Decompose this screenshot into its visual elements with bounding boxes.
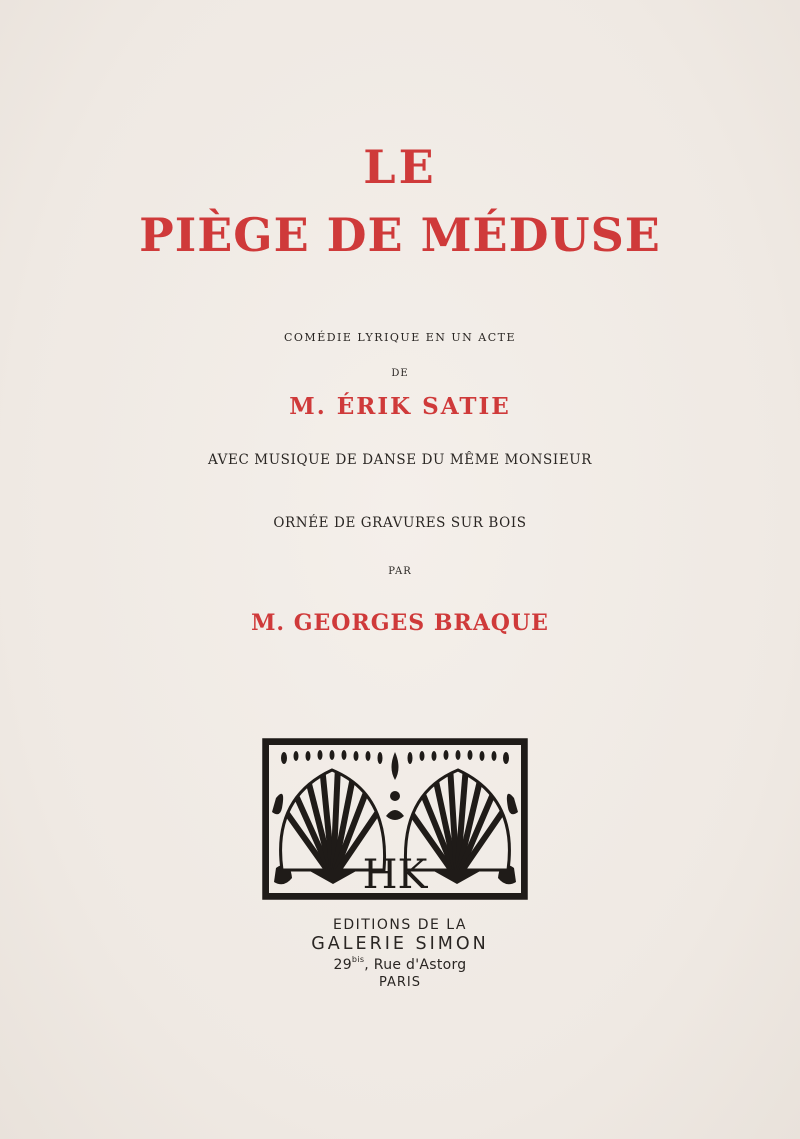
address-street: , Rue d'Astorg xyxy=(364,957,467,973)
publisher-line-1: EDITIONS DE LA xyxy=(332,917,468,933)
publisher-city: PARIS xyxy=(378,975,422,990)
woodcut-monogram: HK xyxy=(362,852,428,898)
address-superscript: bis xyxy=(351,955,365,964)
music-note: AVEC MUSIQUE DE DANSE DU MÊME MONSIEUR xyxy=(207,452,593,468)
title-line-1: LE xyxy=(363,140,437,194)
illustrator-name: M. GEORGES BRAQUE xyxy=(251,610,549,636)
address-number: 29 xyxy=(333,957,352,973)
by-word: DE xyxy=(391,368,409,379)
ornament-note: ORNÉE DE GRAVURES SUR BOIS xyxy=(273,515,527,531)
publisher-address xyxy=(0,955,800,973)
by-word-2: PAR xyxy=(388,566,412,577)
author-name: M. ÉRIK SATIE xyxy=(289,393,511,420)
woodcut-shells-image xyxy=(262,738,528,900)
subtitle: COMÉDIE LYRIQUE EN UN ACTE xyxy=(284,331,516,344)
publisher-line-2: GALERIE SIMON xyxy=(311,934,489,954)
title-line-2: PIÈGE DE MÉDUSE xyxy=(139,208,661,262)
